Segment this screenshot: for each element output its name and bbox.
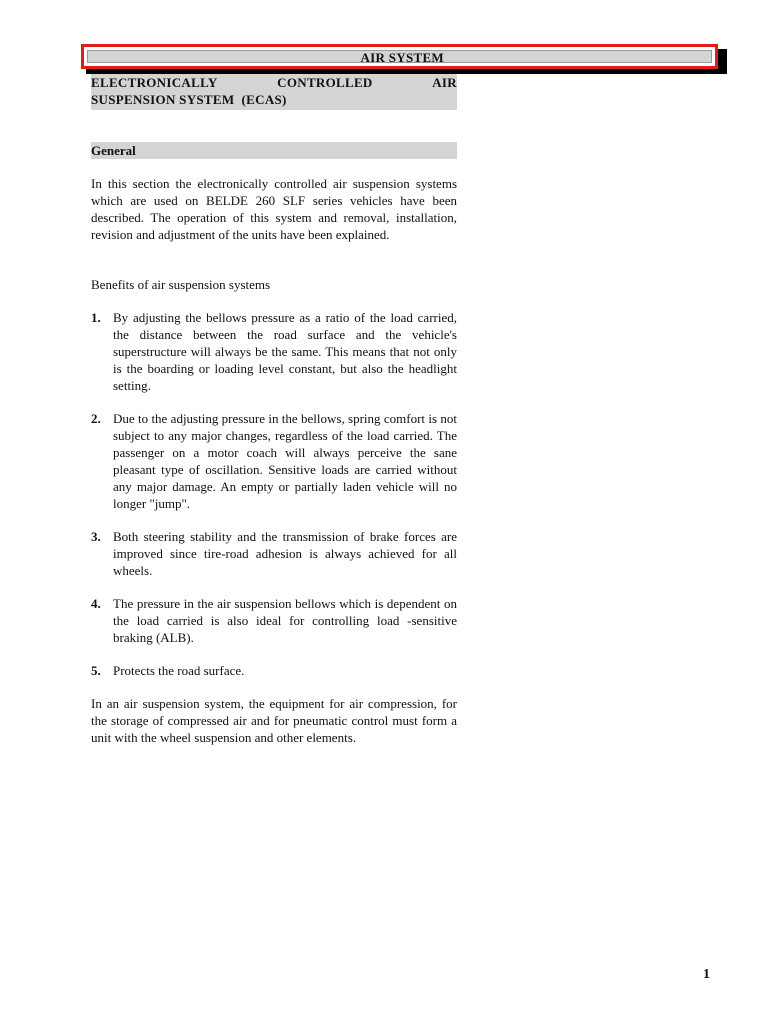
section-header-title: AIR SYSTEM (360, 50, 444, 65)
list-item (91, 595, 457, 646)
main-heading-word: ELECTRONICALLY (91, 75, 218, 90)
list-item-text: The pressure in the air suspension bellows which is dependent on the load carried is also ideal for controlling load -sensitive braking (ALB). (113, 596, 457, 645)
benefits-title: Benefits of air suspension systems (91, 277, 271, 292)
list-item-number: 5. (91, 663, 101, 678)
list-item (91, 528, 457, 579)
main-heading-word: CONTROLLED (277, 75, 373, 90)
benefits-list (91, 309, 457, 679)
list-item-number: 4. (91, 596, 101, 611)
list-item-text: Due to the adjusting pressure in the bellows, spring comfort is not subject to any major changes, regardless of the load carried. The passenger on a motor coach will always perceive the sane pleasant type of oscillation. Sensitive loads are carried without any major damage. An empty or partially laden vehicle will no longer "jump". (113, 411, 457, 511)
main-heading-line-1 (91, 74, 457, 91)
main-heading-line-2: SUSPENSION SYSTEM (ECAS) (91, 92, 287, 107)
page-number: 1 (703, 967, 710, 982)
list-item-text: Both steering stability and the transmission of brake forces are improved since tire-road adhesion is always achieved for all wheels. (113, 529, 457, 578)
closing-paragraph: In an air suspension system, the equipment for air compression, for the storage of compressed air and for pneumatic control must form a unit with the wheel suspension and other elements. (91, 696, 457, 745)
list-item-number: 3. (91, 529, 101, 544)
page-content (91, 74, 457, 746)
list-item-number: 2. (91, 411, 101, 426)
list-item-number: 1. (91, 310, 101, 325)
list-item (91, 309, 457, 394)
list-item (91, 410, 457, 512)
list-item (91, 662, 457, 679)
main-heading-word: AIR (432, 75, 457, 90)
list-item-text: By adjusting the bellows pressure as a ratio of the load carried, the distance between the road surface and the vehicle's superstructure will always be the same. This means that not only is the boarding or loading level constant, but also the headlight setting. (113, 310, 457, 393)
list-item-text: Protects the road surface. (113, 663, 245, 678)
section-header-box (81, 44, 718, 69)
section-header-fill (87, 50, 712, 63)
main-heading (91, 74, 457, 110)
intro-paragraph: In this section the electronically controlled air suspension systems which are used on BELDE 260 SLF series vehicles have been described. The operation of this system and removal, installation, revision and adjustment of the units have been explained. (91, 176, 457, 242)
section-title-general: General (91, 142, 457, 159)
